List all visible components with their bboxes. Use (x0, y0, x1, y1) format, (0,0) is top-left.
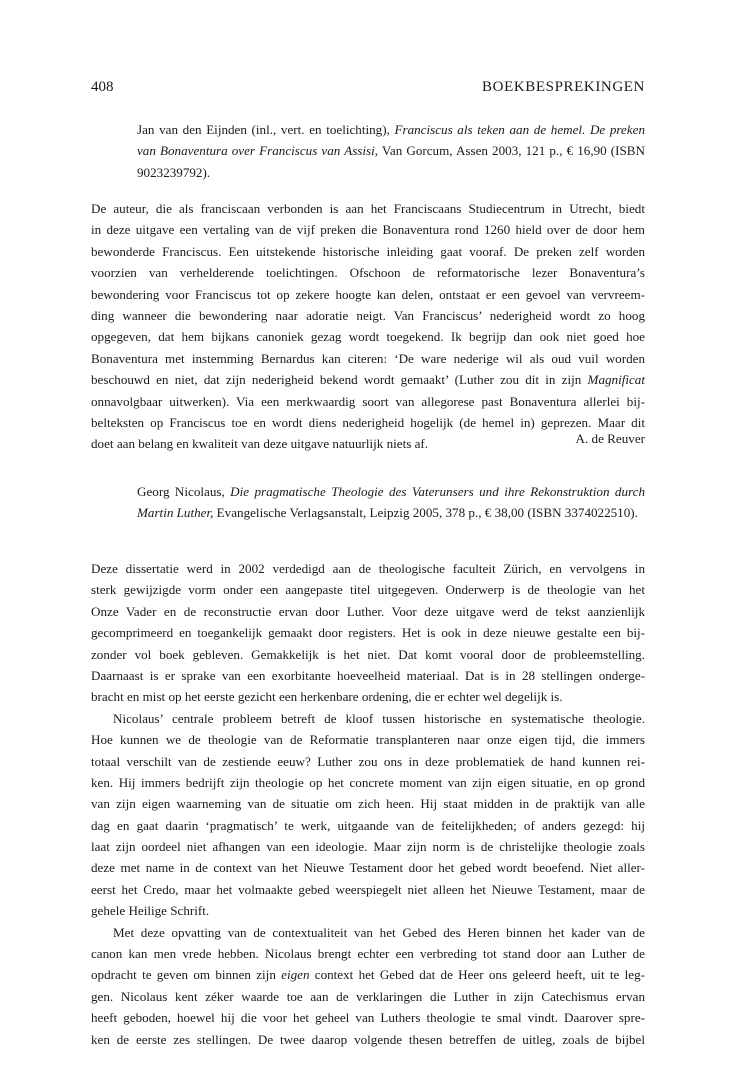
eigen-italic: eigen (281, 967, 310, 983)
review2-line: Met deze opvatting van de contextualiteit van het Gebed des Heren binnen het kader van de (113, 924, 645, 940)
review2-author: Georg Nicolaus, (137, 484, 231, 499)
review1-line: doet aan belang en kwaliteit van deze uitgave natuurlijk niets af. (91, 436, 429, 452)
review2-line: laat zijn oordeel niet afhangen van een ideologie. Maar zijn norm is de christelijke theologie zoals (91, 839, 645, 855)
review2-line: Onze Vader en de reconstructie ervan door Luther. Voor deze uitgave werd de tekst aanzienlijk (91, 603, 645, 619)
review2-line: Nicolaus’ centrale probleem betreft de kloof tussen historische en systematische theologie. (113, 710, 645, 726)
review1-line: onnavolgbaar uitwerken). Via een merkwaardig soort van allegorese past Bonaventura allerlei bij- (91, 393, 645, 409)
review2-line: dag en gaat daarin ‘pragmatisch’ te werk, uitgaande van de feitelijkheden; of anders gezegd: hij (91, 817, 645, 833)
review2-line: bracht en mist op het eerste gezicht een herkenbare ordening, die er echter wel degelijk is. (91, 689, 563, 705)
review2-line: totaal verschilt van de zestiende eeuw? Luther zou ons in deze problematiek de hand kunnen rei- (91, 753, 645, 769)
review2-line-text: context het Gebed dat de Heer ons geleerd heeft, uit te leg- (309, 967, 645, 983)
review2-line: zonder vol boek gebleven. Gemakkelijk is het niet. Dat komt vooral door de probleemstelling. (91, 646, 645, 662)
review2-title: Die pragmatische Theologie des Vaterunsers und ihre Rekonstruktion durch Martin Luther, (137, 484, 645, 521)
review2-line-text: opdracht te geven om binnen zijn (91, 967, 282, 983)
review2-line (91, 964, 645, 985)
page-header (91, 79, 645, 99)
review1-line: Bonaventura met instemming Bernardus kan citeren: ‘De ware nederige wil als oud vuil worden (91, 350, 645, 366)
review1-line: De auteur, die als franciscaan verbonden is aan het Franciscaans Studiecentrum in Utrecht, biedt (91, 201, 645, 216)
review1-author: Jan van den Eijnden (inl., vert. en toelichting), (137, 122, 395, 137)
review1-line-text: beschouwd en niet, dat zijn nederigheid bekend wordt gemaakt’ (Luther zou dit in zijn (91, 372, 588, 388)
review2-body (91, 558, 645, 1050)
review1-line (91, 369, 645, 390)
review2-line: Daarnaast is er sprake van een exorbitante hoeveelheid materiaal. Dat is in 28 stellingen onderge- (91, 667, 645, 683)
review1-body (91, 198, 645, 455)
review2-line: gecomprimeerd en toegankelijk gemaakt door registers. Het is ook in deze nieuwe gestalte een bij- (91, 625, 645, 641)
running-head: BOEKBESPREKINGEN (482, 79, 645, 95)
page-number: 408 (91, 79, 114, 95)
review2-line: van zijn eigen waarneming van de situatie om zich heen. Hij staat midden in de praktijk van alle (91, 796, 645, 812)
review1-citation (137, 119, 645, 183)
review1-line: voorzien van verhelderende toelichtingen. Ofschoon de reformatorische lezer Bonaventura’s (91, 265, 645, 281)
review1-line: opgegeven, dat hem bijkans canoniek gezag wordt toegekend. Ik begrijp dan ook niet goed hoe (91, 329, 645, 345)
magnificat-italic: Magnificat (587, 372, 645, 388)
review2-line: gehele Heilige Schrift. (91, 903, 210, 919)
review2-line: ken. Hij immers bedrijft zijn theologie op het concrete moment van zijn eigen situatie, en op grond (91, 774, 645, 790)
review2-line: gen. Nicolaus kent zéker waarde toe aan de verklaringen die Luther in zijn Catechismus ervan (91, 988, 645, 1004)
review2-line: Hoe kunnen we de theologie van de Reformatie transplanteren naar onze eigen tijd, die immers (91, 732, 645, 748)
review2-line: heeft geboden, hoewel hij die voor het geheel van Luthers theologie te smal vindt. Daarover spre- (91, 1010, 645, 1026)
review1-signature: A. de Reuver (575, 431, 645, 446)
review1-details: , Van Gorcum, Assen 2003, 121 p., € 16,90 (ISBN 9023239792). (137, 143, 645, 180)
review1-line: in deze uitgave een vertaling van de vijf preken die Bonaventura rond 1260 hield over de door hem (91, 222, 645, 238)
review2-line: eerst het Credo, maar het volmaakte gebed weerspiegelt niet alleen het Nieuwe Testament, maar de (91, 881, 645, 897)
review2-citation (137, 481, 645, 524)
review1-line: belteksten op Franciscus toe en wordt diens nederigheid hogelijk (de hemel in) geprezen. Maar dit (91, 414, 645, 430)
review2-line: canon kan men vrede hebben. Nicolaus brengt echter een verbreding tot stand door aan Luther de (91, 946, 645, 962)
review1-line: bewondering voor Franciscus tot op zekere hoogte kan delen, ontstaat er een gevoel van vervreem- (91, 286, 645, 302)
review2-line: sterk gewijzigde vorm onder een aangepaste titel uitgegeven. Onderwerp is de theologie van het (91, 582, 645, 598)
review1-line: ding wanneer die bewondering naar adoratie neigt. Van Franciscus’ nederigheid wordt zo hoog (91, 307, 645, 323)
review2-details: Evangelische Verlagsanstalt, Leipzig 2005, 378 p., € 38,00 (ISBN 3374022510). (213, 505, 638, 521)
review2-line: ken de eerste zes stellingen. De twee daarop volgende thesen betreffen de uitleg, zoals de bijbel (91, 1031, 645, 1047)
review2-line: deze met name in de context van het Nieuwe Testament door het gebed wordt beoefend. Niet aller- (91, 860, 645, 876)
review2-line: Deze dissertatie werd in 2002 verdedigd aan de theologische faculteit Zürich, en vervolgens in (91, 561, 645, 576)
review1-title: Franciscus als teken aan de hemel. De preken van Bonaventura over Franciscus van Assisi (137, 122, 646, 159)
review1-line: bewonderde Franciscus. Een uitstekende historische inleiding gaat vooraf. De preken zelf worden (91, 243, 645, 259)
